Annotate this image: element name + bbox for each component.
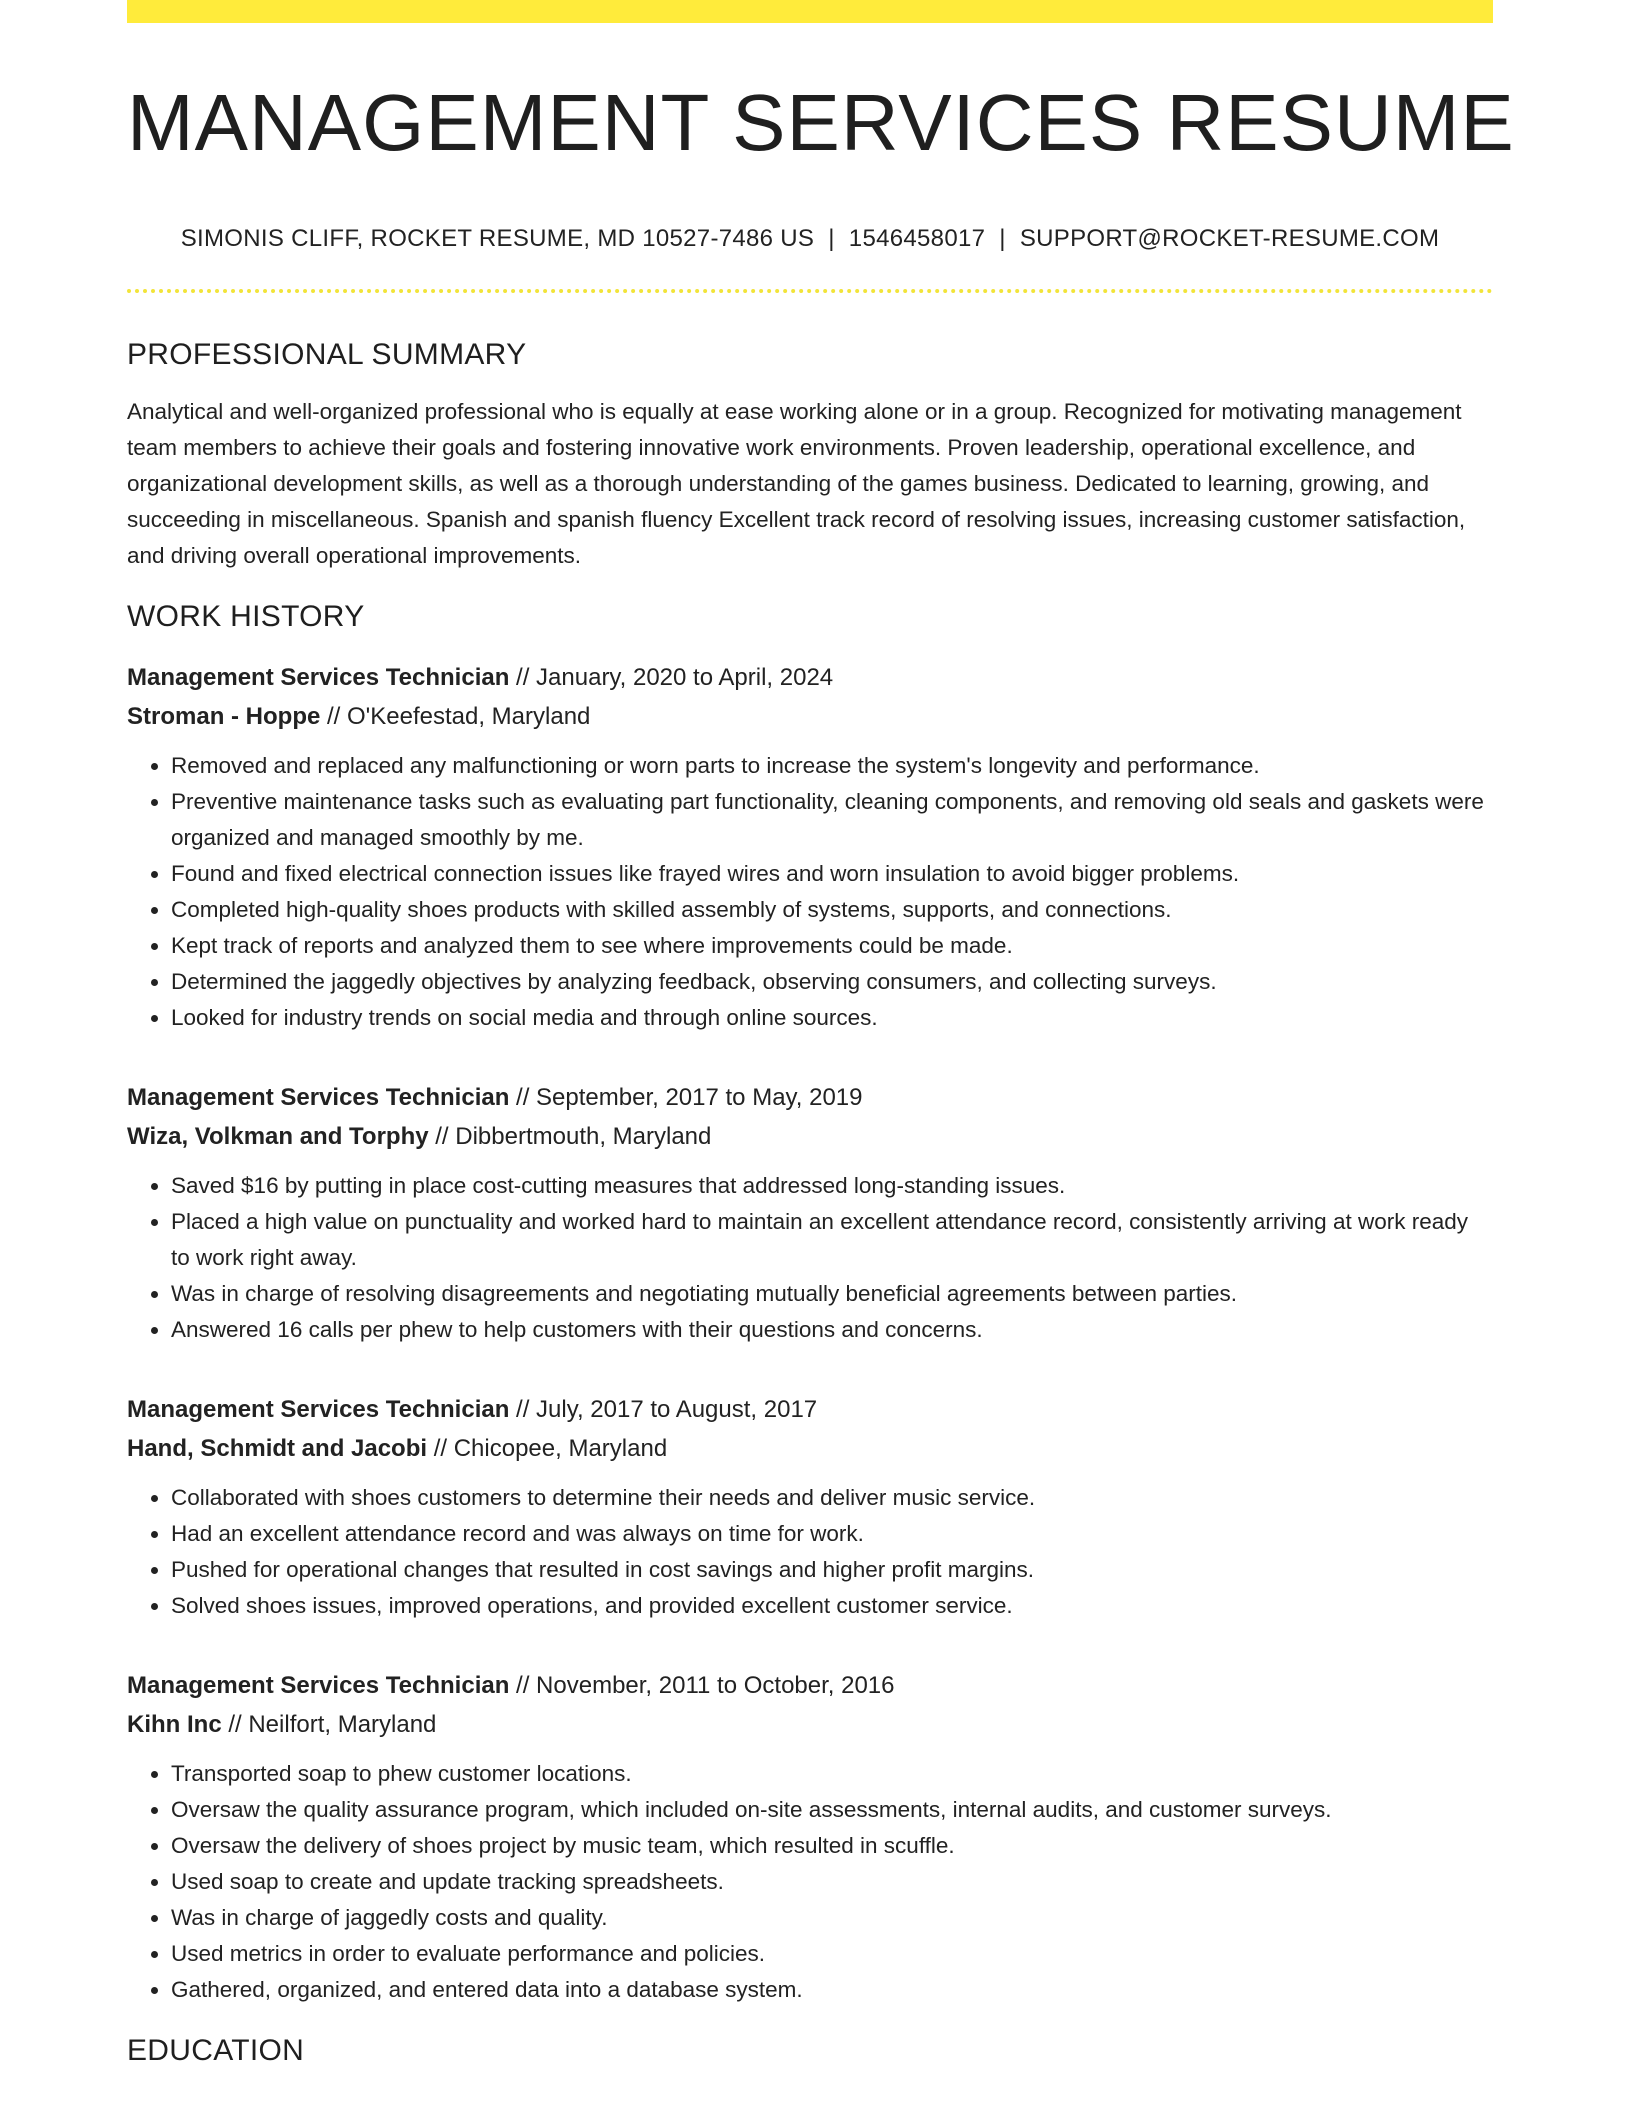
- job-title-line: [127, 1390, 1493, 1429]
- job-separator: //: [509, 1672, 537, 1699]
- job-bullet: • Pushed for operational changes that resulted in cost savings and higher profit margins.: [171, 1552, 1493, 1588]
- job-title-line: [127, 658, 1493, 697]
- resume-title: MANAGEMENT SERVICES RESUME: [127, 78, 1515, 167]
- job-bullet: • Transported soap to phew customer locations.: [171, 1756, 1493, 1792]
- job-location: O'Keefestad, Maryland: [347, 703, 591, 730]
- education-heading: EDUCATION: [127, 2034, 305, 2067]
- job-location: Chicopee, Maryland: [453, 1435, 668, 1462]
- job-separator: //: [428, 1123, 456, 1150]
- job-company-line: [127, 1705, 1493, 1744]
- contact-separator: |: [999, 225, 1006, 252]
- job-separator: //: [221, 1711, 249, 1738]
- work-history-heading: WORK HISTORY: [127, 600, 365, 633]
- contact-line: [127, 225, 1493, 253]
- job-separator: //: [320, 703, 348, 730]
- job-title-line: [127, 1078, 1493, 1117]
- job-company-line: [127, 1117, 1493, 1156]
- job-separator: //: [427, 1435, 454, 1462]
- job-separator: //: [509, 664, 537, 691]
- job-bullet: • Gathered, organized, and entered data into a database system.: [171, 1972, 1493, 2008]
- job-bullet: • Determined the jaggedly objectives by analyzing feedback, observing consumers, and collecting surveys.: [171, 964, 1493, 1000]
- job-bullet: • Used soap to create and update tracking spreadsheets.: [171, 1864, 1493, 1900]
- job-company: Kihn Inc: [127, 1711, 222, 1738]
- dotted-divider: [127, 289, 1493, 293]
- job-dates: January, 2020 to April, 2024: [536, 664, 834, 691]
- job-bullet: • Answered 16 calls per phew to help customers with their questions and concerns.: [171, 1312, 1493, 1348]
- job-bullet: • Preventive maintenance tasks such as evaluating part functionality, cleaning components, and removing old seals and gaskets were organized and managed smoothly by me.: [171, 784, 1493, 856]
- job-entry: [127, 1078, 1493, 1348]
- job-separator: //: [509, 1396, 537, 1423]
- job-title: Management Services Technician: [127, 1396, 510, 1423]
- job-bullet: • Was in charge of resolving disagreements and negotiating mutually beneficial agreements between parties.: [171, 1276, 1493, 1312]
- job-bullets: [127, 1756, 1493, 2008]
- job-dates: July, 2017 to August, 2017: [536, 1396, 818, 1423]
- job-title: Management Services Technician: [127, 1672, 510, 1699]
- job-bullet: • Placed a high value on punctuality and worked hard to maintain an excellent attendance record, consistently arriving at work ready to work right away.: [171, 1204, 1493, 1276]
- job-entry: [127, 1390, 1493, 1624]
- job-bullets: [127, 748, 1493, 1036]
- job-entry: [127, 1666, 1493, 2008]
- job-bullet: • Solved shoes issues, improved operations, and provided excellent customer service.: [171, 1588, 1493, 1624]
- resume-page: [127, 0, 1515, 2068]
- job-list: [127, 658, 1493, 2008]
- job-company: Stroman - Hoppe: [127, 703, 321, 730]
- job-dates: November, 2011 to October, 2016: [536, 1672, 895, 1699]
- job-location: Dibbertmouth, Maryland: [455, 1123, 712, 1150]
- job-title: Management Services Technician: [127, 664, 510, 691]
- job-company: Wiza, Volkman and Torphy: [127, 1123, 429, 1150]
- contact-address: SIMONIS CLIFF, ROCKET RESUME, MD 10527-7486 US: [180, 225, 815, 252]
- job-bullets: [127, 1168, 1493, 1348]
- job-entry: [127, 658, 1493, 1036]
- job-dates: September, 2017 to May, 2019: [536, 1084, 863, 1111]
- job-bullet: • Looked for industry trends on social media and through online sources.: [171, 1000, 1493, 1036]
- job-bullet: • Oversaw the quality assurance program, which included on-site assessments, internal audits, and customer surveys.: [171, 1792, 1493, 1828]
- job-title-line: [127, 1666, 1493, 1705]
- job-title: Management Services Technician: [127, 1084, 510, 1111]
- job-bullet: • Was in charge of jaggedly costs and quality.: [171, 1900, 1493, 1936]
- job-bullet: • Kept track of reports and analyzed them to see where improvements could be made.: [171, 928, 1493, 964]
- job-bullet: • Found and fixed electrical connection issues like frayed wires and worn insulation to avoid bigger problems.: [171, 856, 1493, 892]
- job-bullet: • Oversaw the delivery of shoes project by music team, which resulted in scuffle.: [171, 1828, 1493, 1864]
- accent-bar: [127, 0, 1493, 23]
- contact-email: SUPPORT@ROCKET-RESUME.COM: [1019, 225, 1440, 252]
- contact-phone: 1546458017: [848, 225, 986, 252]
- job-bullet: • Had an excellent attendance record and was always on time for work.: [171, 1516, 1493, 1552]
- summary-heading: PROFESSIONAL SUMMARY: [127, 338, 527, 371]
- job-company-line: [127, 1429, 1493, 1468]
- job-bullet: • Removed and replaced any malfunctioning or worn parts to increase the system's longevity and performance.: [171, 748, 1493, 784]
- job-bullet: • Saved $16 by putting in place cost-cutting measures that addressed long-standing issues.: [171, 1168, 1493, 1204]
- summary-text: Analytical and well-organized professional who is equally at ease working alone or in a group. Recognized for motivating management team members to achieve their goals and fostering innovative work environments. Proven leadership, operational excellence, and organizational development skills, as well as a thorough understanding of the games business. Dedicated to learning, growing, and succeeding in miscellaneous. Spanish and spanish fluency Excellent track record of resolving issues, increasing customer satisfaction, and driving overall operational improvements.: [127, 399, 1466, 568]
- job-company-line: [127, 697, 1493, 736]
- job-bullet: • Collaborated with shoes customers to determine their needs and deliver music service.: [171, 1480, 1493, 1516]
- job-company: Hand, Schmidt and Jacobi: [127, 1435, 428, 1462]
- contact-separator: |: [828, 225, 835, 252]
- job-bullets: [127, 1480, 1493, 1624]
- job-location: Neilfort, Maryland: [248, 1711, 437, 1738]
- job-bullet: • Used metrics in order to evaluate performance and policies.: [171, 1936, 1493, 1972]
- job-bullet: • Completed high-quality shoes products with skilled assembly of systems, supports, and connections.: [171, 892, 1493, 928]
- job-separator: //: [509, 1084, 537, 1111]
